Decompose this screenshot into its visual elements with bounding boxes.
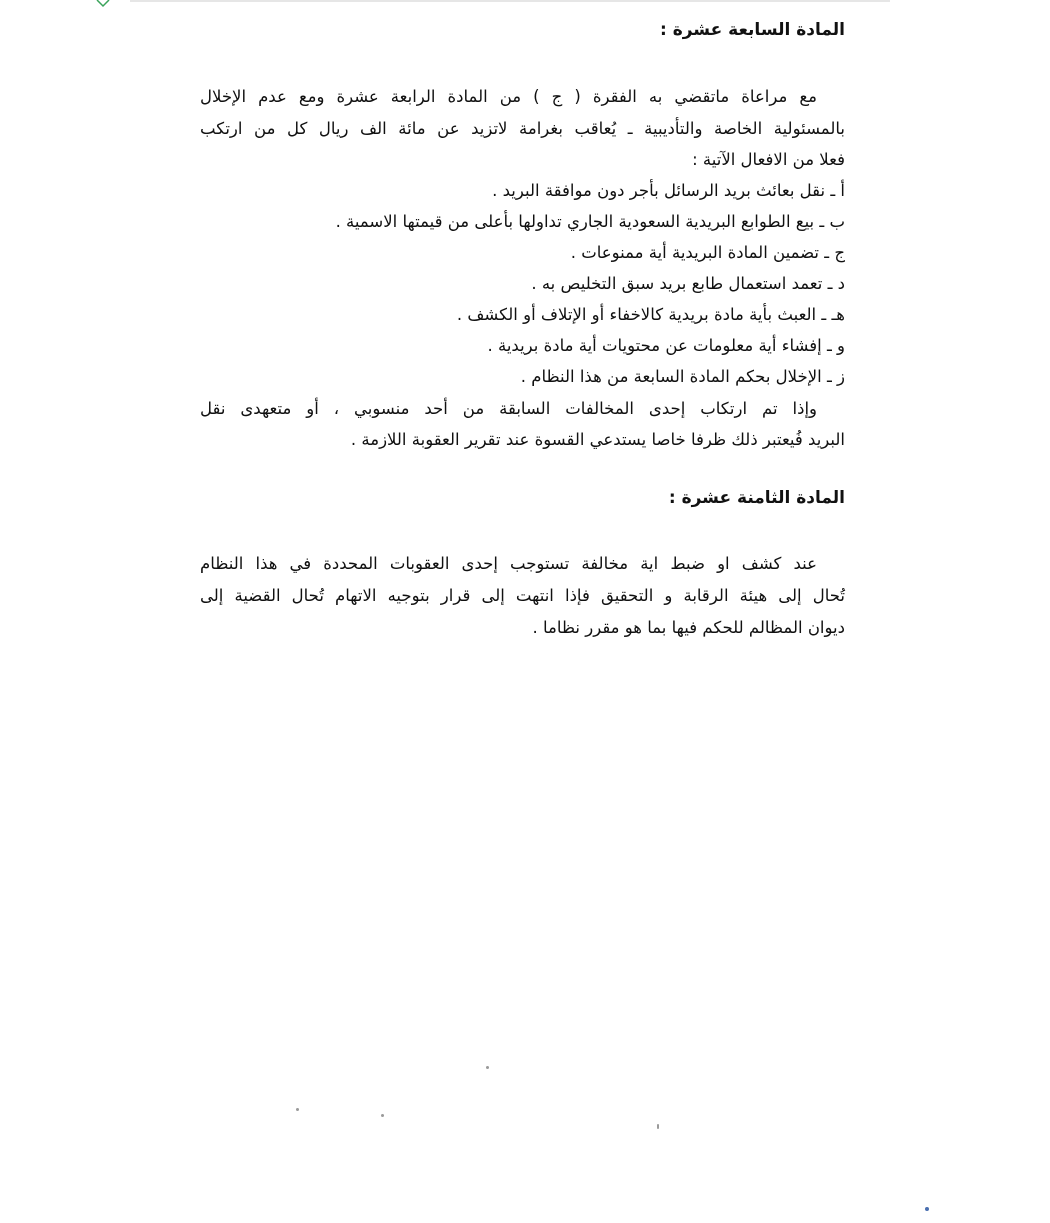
scan-speck	[381, 1114, 384, 1117]
article-17-intro-line-1: مع مراعاة ماتقضي به الفقرة ( ج ) من المادة الرابعة عشرة ومع عدم الإخلال	[200, 87, 817, 106]
article-18-line-3: ديوان المظالم للحكم فيها بما هو مقرر نظاما .	[532, 618, 845, 637]
article-17-intro-line-2: بالمسئولية الخاصة والتأديبية ـ يُعاقب بغرامة لاتزيد عن مائة الف ريال كل من ارتكب	[200, 119, 845, 138]
article-18-line-2: تُحال إلى هيئة الرقابة و التحقيق فإذا انتهت إلى قرار بتوجيه الاتهام تُحال القضية إلى	[200, 586, 845, 605]
article-17-closing-line-2: البريد فُيعتبر ذلك ظرفا خاصا يستدعي القسوة عند تقرير العقوبة اللازمة .	[350, 430, 845, 449]
article-17-item-d: د ـ تعمد استعمال طابع بريد سبق التخليص به .	[531, 274, 845, 293]
article-17-item-f: و ـ إفشاء أية معلومات عن محتويات أية مادة بريدية .	[487, 336, 845, 355]
scan-top-edge	[130, 0, 890, 2]
scan-speck	[925, 1207, 929, 1211]
scan-speck	[296, 1108, 299, 1111]
green-corner-mark-icon	[96, 0, 110, 8]
article-17-closing-line-1: وإذا تم ارتكاب إحدى المخالفات السابقة من أحد منسوبي ، أو متعهدى نقل	[200, 399, 817, 418]
article-17-item-a: أ ـ نقل بعائث بريد الرسائل بأجر دون موافقة البريد .	[492, 181, 845, 200]
scan-speck	[486, 1066, 489, 1069]
article-18-line-1: عند كشف او ضبط اية مخالفة تستوجب إحدى العقوبات المحددة في هذا النظام	[200, 554, 817, 573]
article-17-item-g: ز ـ الإخلال بحكم المادة السابعة من هذا النظام .	[520, 367, 845, 386]
scan-speck	[657, 1124, 659, 1129]
article-17-heading: المادة السابعة عشرة :	[659, 20, 845, 40]
article-17-intro-line-3: فعلا من الافعال الآتية :	[692, 150, 845, 169]
article-17-item-e: هـ ـ العبث بأية مادة بريدية كالاخفاء أو الإتلاف أو الكشف .	[456, 305, 845, 324]
article-18-heading: المادة الثامنة عشرة :	[668, 488, 845, 508]
article-17-item-c: ج ـ تضمين المادة البريدية أية ممنوعات .	[570, 243, 845, 262]
article-17-item-b: ب ـ بيع الطوابع البريدية السعودية الجاري تداولها بأعلى من قيمتها الاسمية .	[335, 212, 845, 231]
